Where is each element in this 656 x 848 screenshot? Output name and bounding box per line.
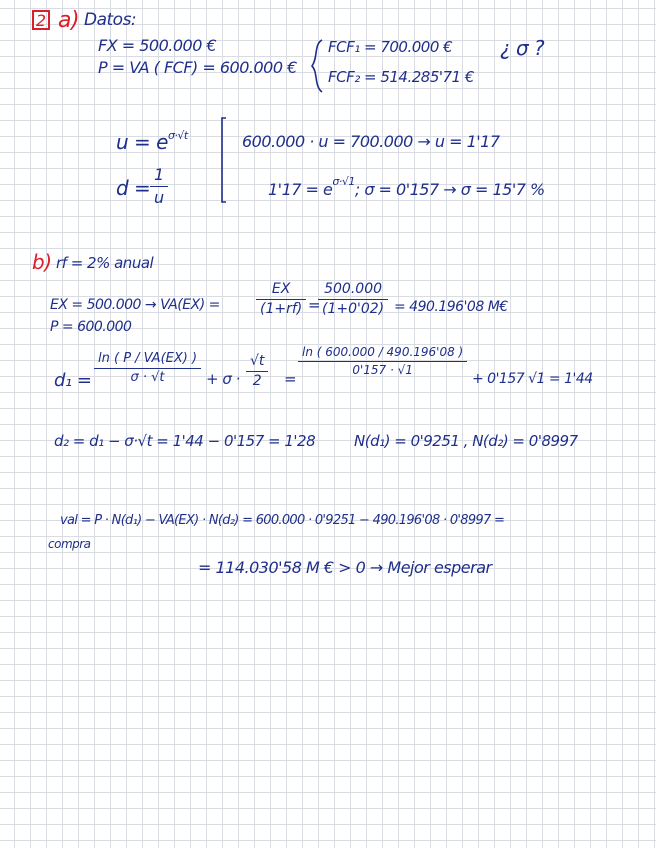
d1-equals: = <box>284 370 297 388</box>
fraction-bar <box>94 368 201 369</box>
d1-plus-sigma: + σ · <box>206 370 240 388</box>
ex-line: EX = 500.000 → VA(EX) = <box>50 297 220 313</box>
d1-half-fraction <box>246 354 268 390</box>
d1-half-denominator: 2 <box>252 373 262 390</box>
sigma-eq-exponent: σ·√1 <box>332 175 355 188</box>
u-base: u = e <box>116 130 168 154</box>
d-definition-left: d = <box>116 176 151 200</box>
d-numerator: 1 <box>154 165 165 184</box>
d1-denominator: σ · √t <box>130 370 165 386</box>
p-line: P = 600.000 <box>50 319 132 335</box>
d1-label: d₁ = <box>54 370 92 391</box>
d1-result: + 0'157 √1 = 1'44 <box>472 371 593 387</box>
risk-free-rate: rf = 2% anual <box>56 254 154 272</box>
normal-cdf-line: N(d₁) = 0'9251 , N(d₂) = 0'8997 <box>354 432 578 450</box>
d1-half-numerator: √t <box>250 353 265 369</box>
equals-sign: = <box>308 296 321 314</box>
data-heading: Datos: <box>84 10 137 30</box>
call-value-line: val = P · N(d₁) − VA(EX) · N(d₂) = 600.000 · 0'9251 − 490.196'08 · 0'8997 = <box>60 513 505 528</box>
cash-flow-up: FCF₁ = 700.000 € <box>328 38 453 56</box>
d1-numeric-numerator: ln ( 600.000 / 490.196'08 ) <box>302 345 464 359</box>
va-values-numerator: 500.000 <box>324 281 383 297</box>
va-values-fraction <box>318 282 388 318</box>
part-a-label: a) <box>58 8 80 33</box>
d-fraction <box>150 166 168 206</box>
va-formula-fraction <box>256 282 306 318</box>
va-values-denominator: (1+0'02) <box>322 301 385 318</box>
part-b-label: b) <box>32 250 52 274</box>
exercise-price: FX = 500.000 € <box>98 36 217 55</box>
fraction-bar <box>150 186 168 187</box>
problem-number: 2 <box>32 10 50 30</box>
d1-main-fraction <box>94 352 201 386</box>
compra-label: compra <box>48 537 91 551</box>
d1-numeric-denominator: 0'157 · √1 <box>352 363 413 378</box>
d1-numeric-fraction <box>298 346 467 377</box>
sigma-eq-left: 1'17 = e <box>268 180 333 199</box>
cash-flow-down: FCF₂ = 514.285'71 € <box>328 68 474 86</box>
sigma-equation <box>268 175 545 199</box>
va-denominator: (1+rf) <box>260 301 303 318</box>
fraction-bar <box>318 299 388 300</box>
d-denominator: u <box>154 187 165 207</box>
fraction-bar <box>298 361 467 362</box>
u-definition <box>116 129 188 154</box>
sigma-question: ¿ σ ? <box>500 36 545 60</box>
sigma-eq-right: ; σ = 0'157 → σ = 15'7 % <box>354 180 545 199</box>
va-result: = 490.196'08 M€ <box>394 299 508 315</box>
va-numerator: EX <box>271 281 291 297</box>
u-equation: 600.000 · u = 700.000 → u = 1'17 <box>242 132 500 151</box>
fraction-bar <box>246 371 268 372</box>
d1-numerator: ln ( P / VA(EX) ) <box>98 351 198 366</box>
u-exponent: σ·√t <box>167 129 188 142</box>
d2-line: d₂ = d₁ − σ·√t = 1'44 − 0'157 = 1'28 <box>54 432 316 450</box>
asset-price: P = VA ( FCF) = 600.000 € <box>98 58 297 77</box>
fraction-bar <box>256 299 306 300</box>
final-result-line: = 114.030'58 M € > 0 → Mejor esperar <box>198 558 492 577</box>
